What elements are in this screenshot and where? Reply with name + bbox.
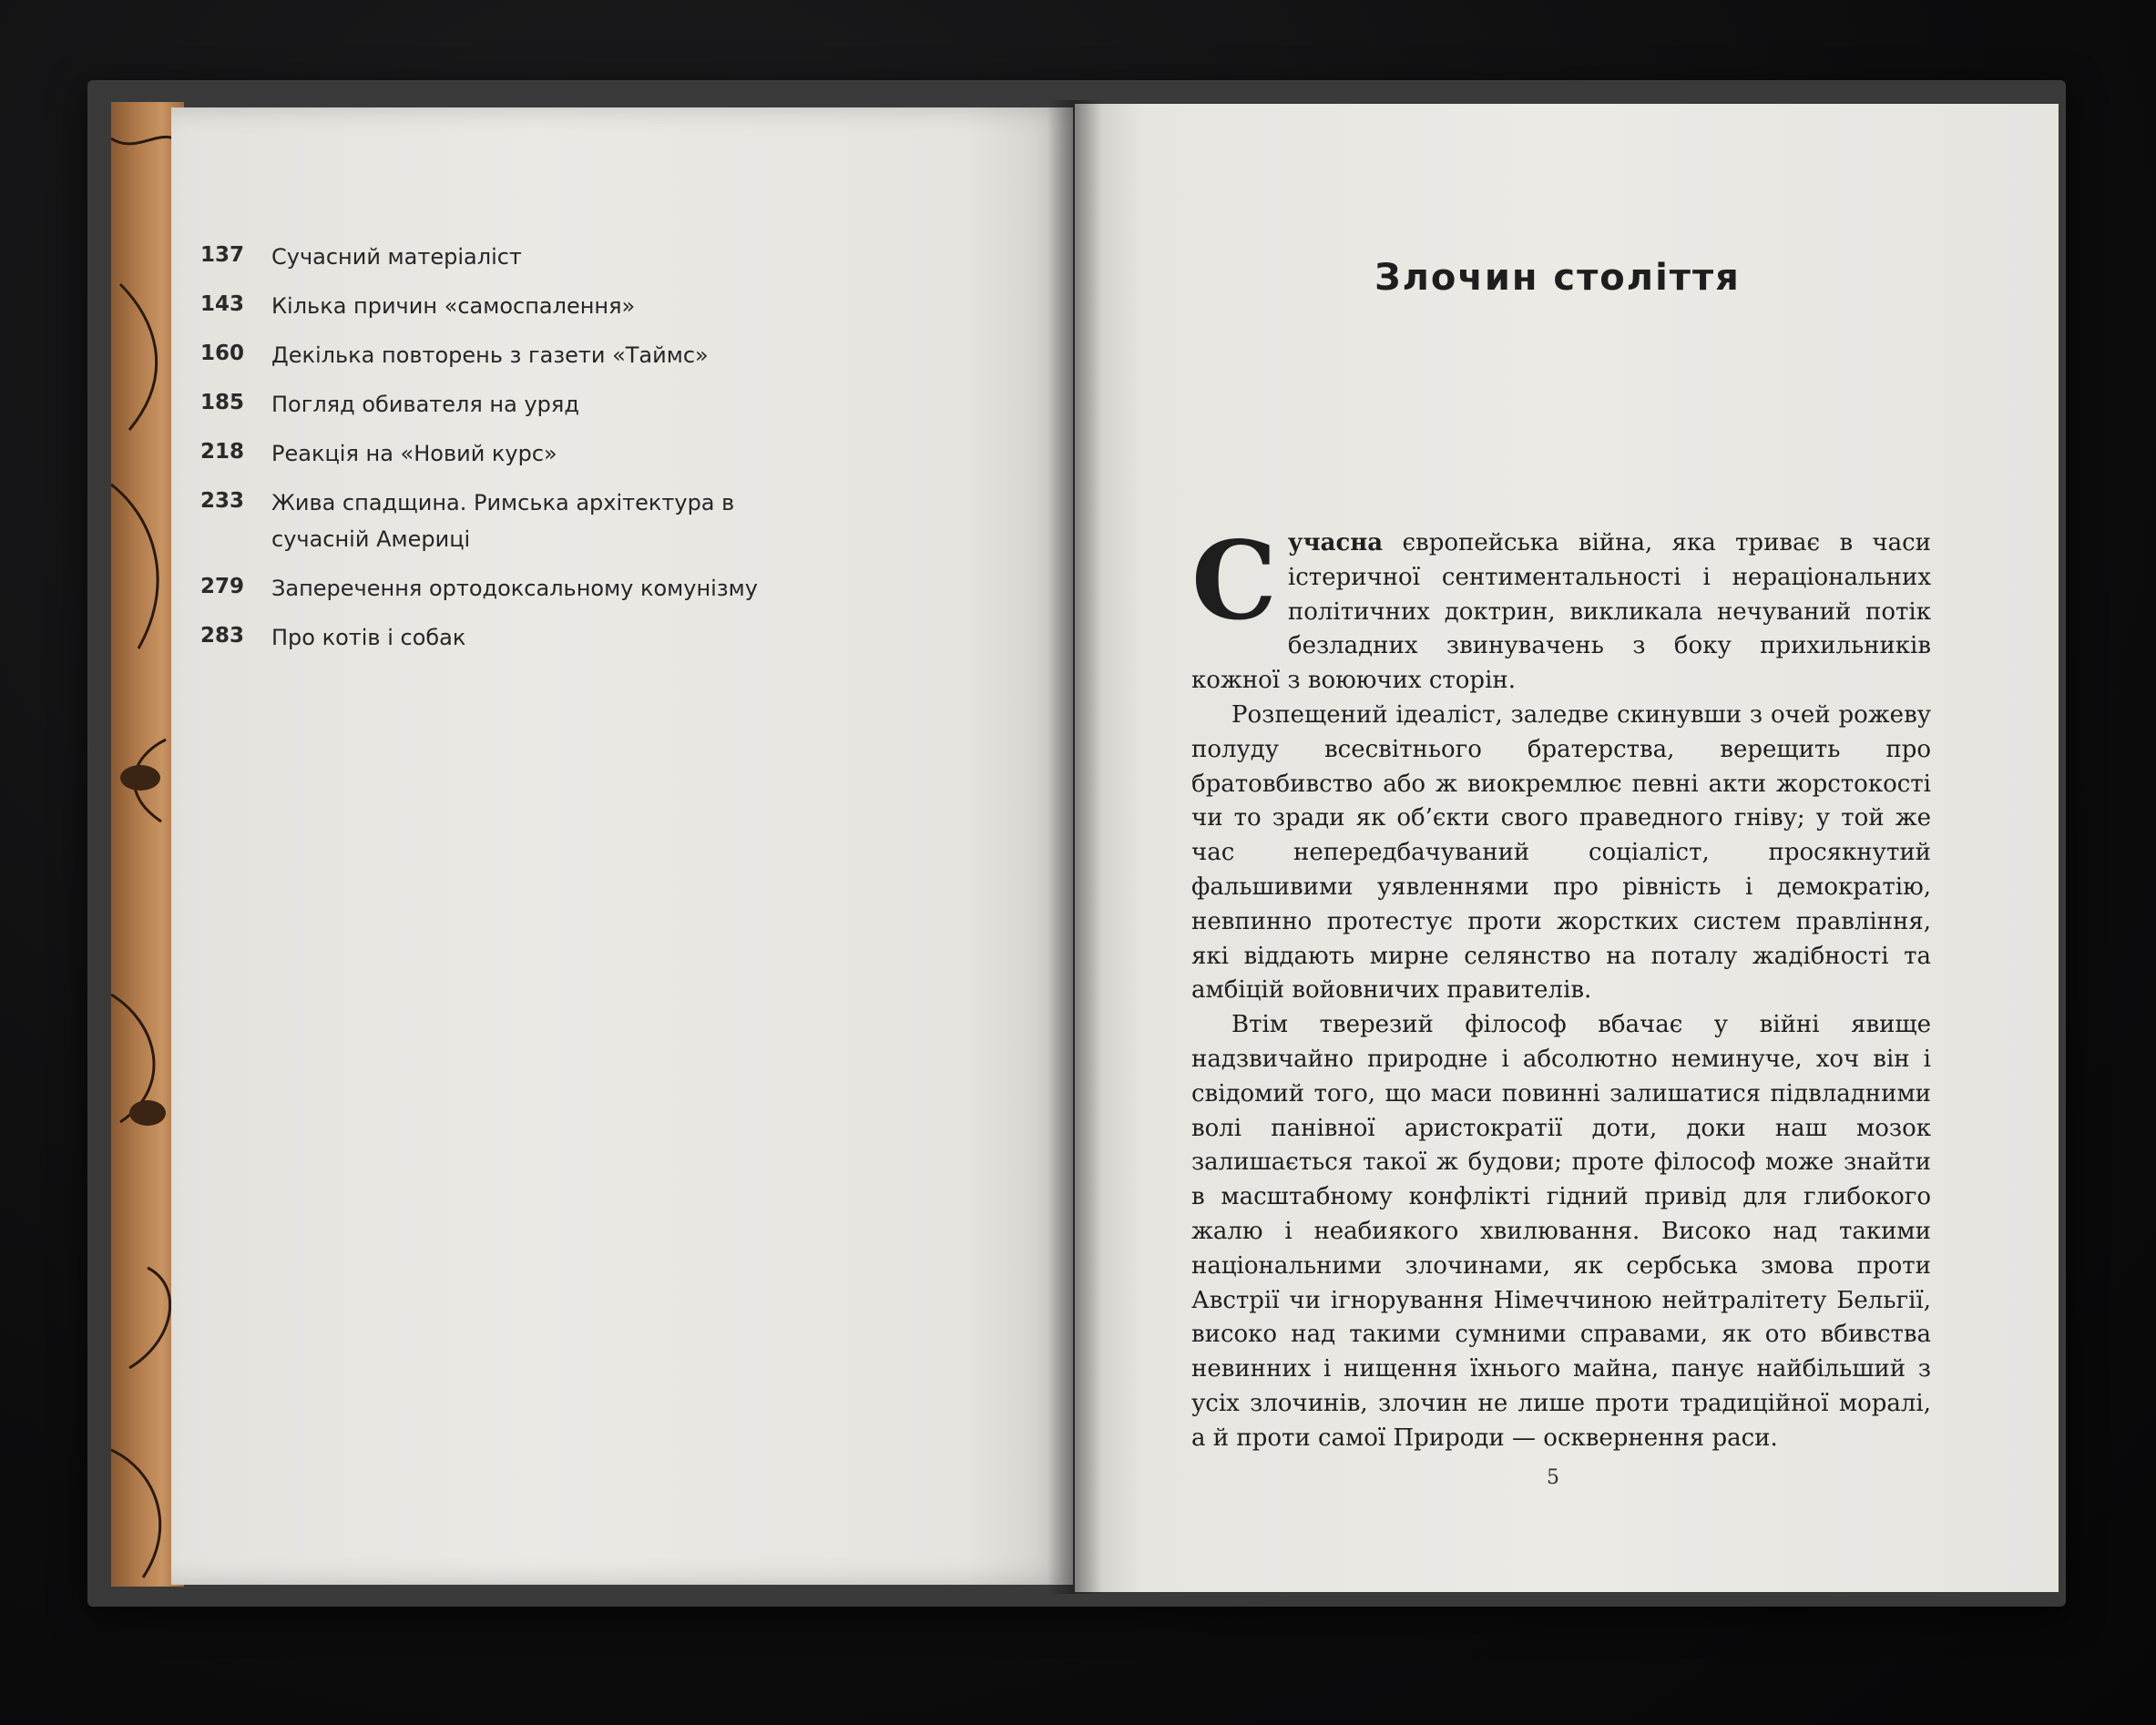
toc-title: Про котів і собак bbox=[271, 625, 466, 650]
toc-title: Погляд обивателя на уряд bbox=[271, 392, 579, 417]
page-number: 5 bbox=[1547, 1466, 1559, 1489]
toc-title: Кілька причин «самоспалення» bbox=[271, 293, 636, 319]
toc-title: Реакція на «Новий курс» bbox=[271, 441, 557, 466]
toc-title: Жива спадщина. Римська архітектура в сучасній Америці bbox=[271, 490, 735, 552]
paragraph bbox=[1191, 517, 1931, 699]
toc-entry bbox=[200, 619, 1002, 656]
table-of-contents bbox=[200, 239, 1002, 669]
toc-title: Декілька повторень з газети «Таймс» bbox=[271, 342, 709, 368]
chapter-title: Злочин століття bbox=[1374, 257, 1741, 299]
toc-page-number: 160 bbox=[200, 342, 245, 365]
paragraph-text: європейська війна, яка триває в часи істеричної сентиментальності і нераціональних політичних доктрин, викликала нечуваний потік безладних звинувачень з боку прихильників кожної з воюючих сторін. bbox=[1191, 529, 1931, 695]
toc-entry bbox=[200, 288, 1002, 324]
toc-title: Сучасний матеріаліст bbox=[271, 244, 522, 270]
toc-page-number: 218 bbox=[200, 440, 245, 464]
toc-entry bbox=[200, 435, 1002, 472]
book-gutter bbox=[1047, 100, 1102, 1594]
toc-page-number: 279 bbox=[200, 575, 245, 598]
toc-entry bbox=[200, 485, 1002, 557]
drop-cap: С bbox=[1191, 517, 1277, 644]
toc-title: Заперечення ортодоксальному комунізму bbox=[271, 576, 758, 601]
toc-page-number: 137 bbox=[200, 243, 245, 267]
toc-page-number: 233 bbox=[200, 489, 245, 513]
toc-page-number: 185 bbox=[200, 391, 245, 414]
lead-word: учасна bbox=[1287, 529, 1384, 556]
toc-entry bbox=[200, 337, 1002, 373]
toc-entry bbox=[200, 570, 1002, 607]
paragraph: Втім тверезий філософ вбачає у війні явище надзвичайно природне і абсолютно неминуче, хоч він і свідомий того, що маси повинні залишатися підвладними волі панівної аристократії доти, доки наш мозок залишається такої ж будови; проте філософ може знайти в масштабному конфлікті гідний привід для глибокого жалю і неабиякого хвилювання. Високо над такими національними злочинами, як сербська змова проти Австрії чи ігнорування Німеччиною нейтралітету Бельгії, високо над такими сумними справами, як ото вбивства невинних і нищення їхнього майна, панує найбільший з усіх злочинів, злочин не лише проти традиційної моралі, а й проти самої Природи — осквернення раси. bbox=[1191, 1011, 1931, 1452]
toc-entry bbox=[200, 386, 1002, 423]
toc-page-number: 143 bbox=[200, 292, 245, 316]
toc-page-number: 283 bbox=[200, 624, 245, 648]
toc-entry bbox=[200, 239, 1002, 275]
chapter-body bbox=[1191, 517, 1931, 1456]
paragraph: Розпещений ідеаліст, заледве скинувши з очей рожеву полуду всесвітнього братерства, верещить про братовбивство або ж виокремлює певні акти жорстокості чи то зради як об’єкти свого праведного гніву; у той же час непередбачуваний соціаліст, просякнутий фальшивими уявленнями про рівність і демократію, невпинно протестує проти жорстких систем правління, які віддають мирне селянство на поталу жадібності та амбіцій войовничих правителів. bbox=[1191, 700, 1931, 1005]
